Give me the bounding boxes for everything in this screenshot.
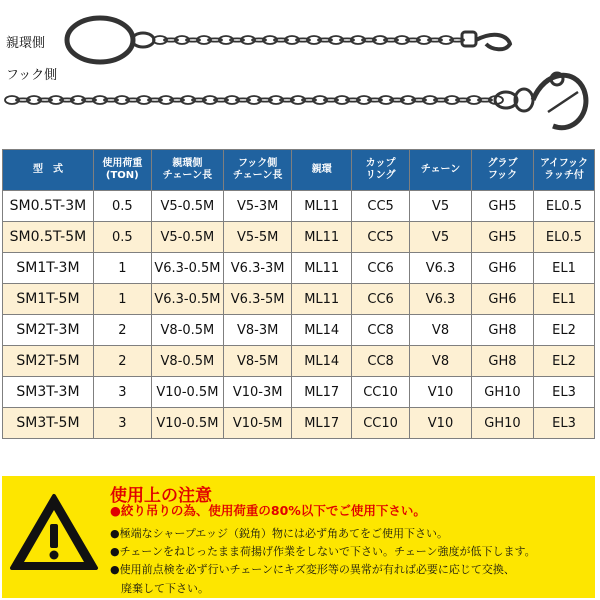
cell-hook-chain: V10-3M [224,377,292,408]
master-link-side-label: 親環側 [6,36,46,51]
cell-coupling: CC8 [352,346,410,377]
eye-hook-with-latch-icon [533,73,586,128]
cell-chain: V5 [410,191,472,222]
cell-master-chain: V8-0.5M [151,315,223,346]
cell-master-link: ML14 [292,346,352,377]
top-chain-icon [153,36,464,44]
caution-box [2,476,595,598]
cell-master-chain: V6.3-0.5M [151,253,223,284]
cell-master-link: ML17 [292,377,352,408]
cell-hook-chain: V5-3M [224,191,292,222]
caution-title: 使用上の注意 [110,486,212,506]
caution-item-twisted-chain: ●チェーンをねじったまま荷揚げ作業をしないで下さい。チェーン強度が低下します。 [110,545,536,558]
cell-grab-hook: GH6 [472,284,534,315]
table-row [3,408,595,439]
cell-master-link: ML11 [292,253,352,284]
cell-hook-chain: V10-5M [224,408,292,439]
header-master-link: 親環 [292,150,352,191]
cell-model: SM3T-5M [3,408,94,439]
header-model: 型 式 [3,150,94,191]
table-row [3,284,595,315]
cell-grab-hook: GH6 [472,253,534,284]
cell-load: 3 [93,377,151,408]
cell-hook-chain: V6.3-5M [224,284,292,315]
cell-model: SM0.5T-3M [3,191,94,222]
header-eye-hook: アイフック ラッチ付 [533,150,594,191]
warning-triangle-icon [8,492,100,572]
cell-chain: V8 [410,346,472,377]
cell-load: 3 [93,408,151,439]
cell-model: SM1T-3M [3,253,94,284]
cell-eye-hook: EL1 [533,284,594,315]
bottom-chain-icon [5,96,503,104]
header-hook-chain-length: フック側 チェーン長 [224,150,292,191]
caution-item-inspection: ●使用前点検を必ず行いチェーンにキズ変形等の異常が有れば必要に応じて交換、 [110,563,515,576]
table-row [3,253,595,284]
cell-chain: V6.3 [410,253,472,284]
cell-grab-hook: GH10 [472,408,534,439]
cell-hook-chain: V8-5M [224,346,292,377]
cell-eye-hook: EL3 [533,408,594,439]
cell-master-link: ML11 [292,284,352,315]
cell-hook-chain: V6.3-3M [224,253,292,284]
hook-side-label: フック側 [6,68,58,83]
header-grab-hook: グラブ フック [472,150,534,191]
cell-chain: V6.3 [410,284,472,315]
caution-item-load-limit: ●絞り吊りの為、使用荷重の80%以下でご使用下さい。 [110,503,426,518]
table-row [3,191,595,222]
cell-load: 0.5 [93,191,151,222]
cell-model: SM2T-3M [3,315,94,346]
header-master-chain-length: 親環側 チェーン長 [151,150,223,191]
sling-diagram-svg [0,0,600,145]
cell-eye-hook: EL2 [533,315,594,346]
header-chain: チェーン [410,150,472,191]
sling-diagrams [0,0,600,145]
caution-item-inspection-cont: 廃棄して下さい。 [121,582,209,595]
cell-eye-hook: EL1 [533,253,594,284]
cell-eye-hook: EL0.5 [533,222,594,253]
cell-load: 2 [93,315,151,346]
cell-master-chain: V6.3-0.5M [151,284,223,315]
cell-grab-hook: GH10 [472,377,534,408]
cell-master-link: ML14 [292,315,352,346]
cell-coupling: CC5 [352,222,410,253]
cell-grab-hook: GH5 [472,222,534,253]
table-row [3,222,595,253]
table-row [3,346,595,377]
cell-grab-hook: GH8 [472,315,534,346]
cell-model: SM1T-5M [3,284,94,315]
cell-load: 0.5 [93,222,151,253]
header-coupling-ring: カップ リング [352,150,410,191]
cell-load: 1 [93,253,151,284]
table-row [3,377,595,408]
cell-coupling: CC8 [352,315,410,346]
coupling-ring-icon [495,89,533,111]
cell-eye-hook: EL0.5 [533,191,594,222]
cell-grab-hook: GH5 [472,191,534,222]
cell-load: 1 [93,284,151,315]
cell-chain: V10 [410,408,472,439]
cell-chain: V5 [410,222,472,253]
grab-hook-icon [462,32,510,49]
cell-hook-chain: V5-5M [224,222,292,253]
header-working-load: 使用荷重 (TON) [93,150,151,191]
cell-coupling: CC6 [352,284,410,315]
cell-master-chain: V5-0.5M [151,222,223,253]
cell-grab-hook: GH8 [472,346,534,377]
cell-coupling: CC10 [352,408,410,439]
cell-master-chain: V8-0.5M [151,346,223,377]
spec-table [2,149,595,439]
table-header-row [3,150,595,191]
master-link-icon [67,18,154,62]
cell-coupling: CC10 [352,377,410,408]
cell-chain: V8 [410,315,472,346]
cell-master-link: ML17 [292,408,352,439]
cell-load: 2 [93,346,151,377]
cell-eye-hook: EL2 [533,346,594,377]
caution-item-sharp-edge: ●極端なシャープエッジ（鋭角）物には必ず角あてをご使用下さい。 [110,527,449,540]
cell-master-chain: V10-0.5M [151,377,223,408]
cell-coupling: CC6 [352,253,410,284]
cell-coupling: CC5 [352,191,410,222]
cell-model: SM0.5T-5M [3,222,94,253]
cell-hook-chain: V8-3M [224,315,292,346]
cell-master-chain: V10-0.5M [151,408,223,439]
table-row [3,315,595,346]
cell-eye-hook: EL3 [533,377,594,408]
cell-chain: V10 [410,377,472,408]
cell-master-link: ML11 [292,222,352,253]
cell-master-chain: V5-0.5M [151,191,223,222]
cell-master-link: ML11 [292,191,352,222]
cell-model: SM3T-3M [3,377,94,408]
cell-model: SM2T-5M [3,346,94,377]
